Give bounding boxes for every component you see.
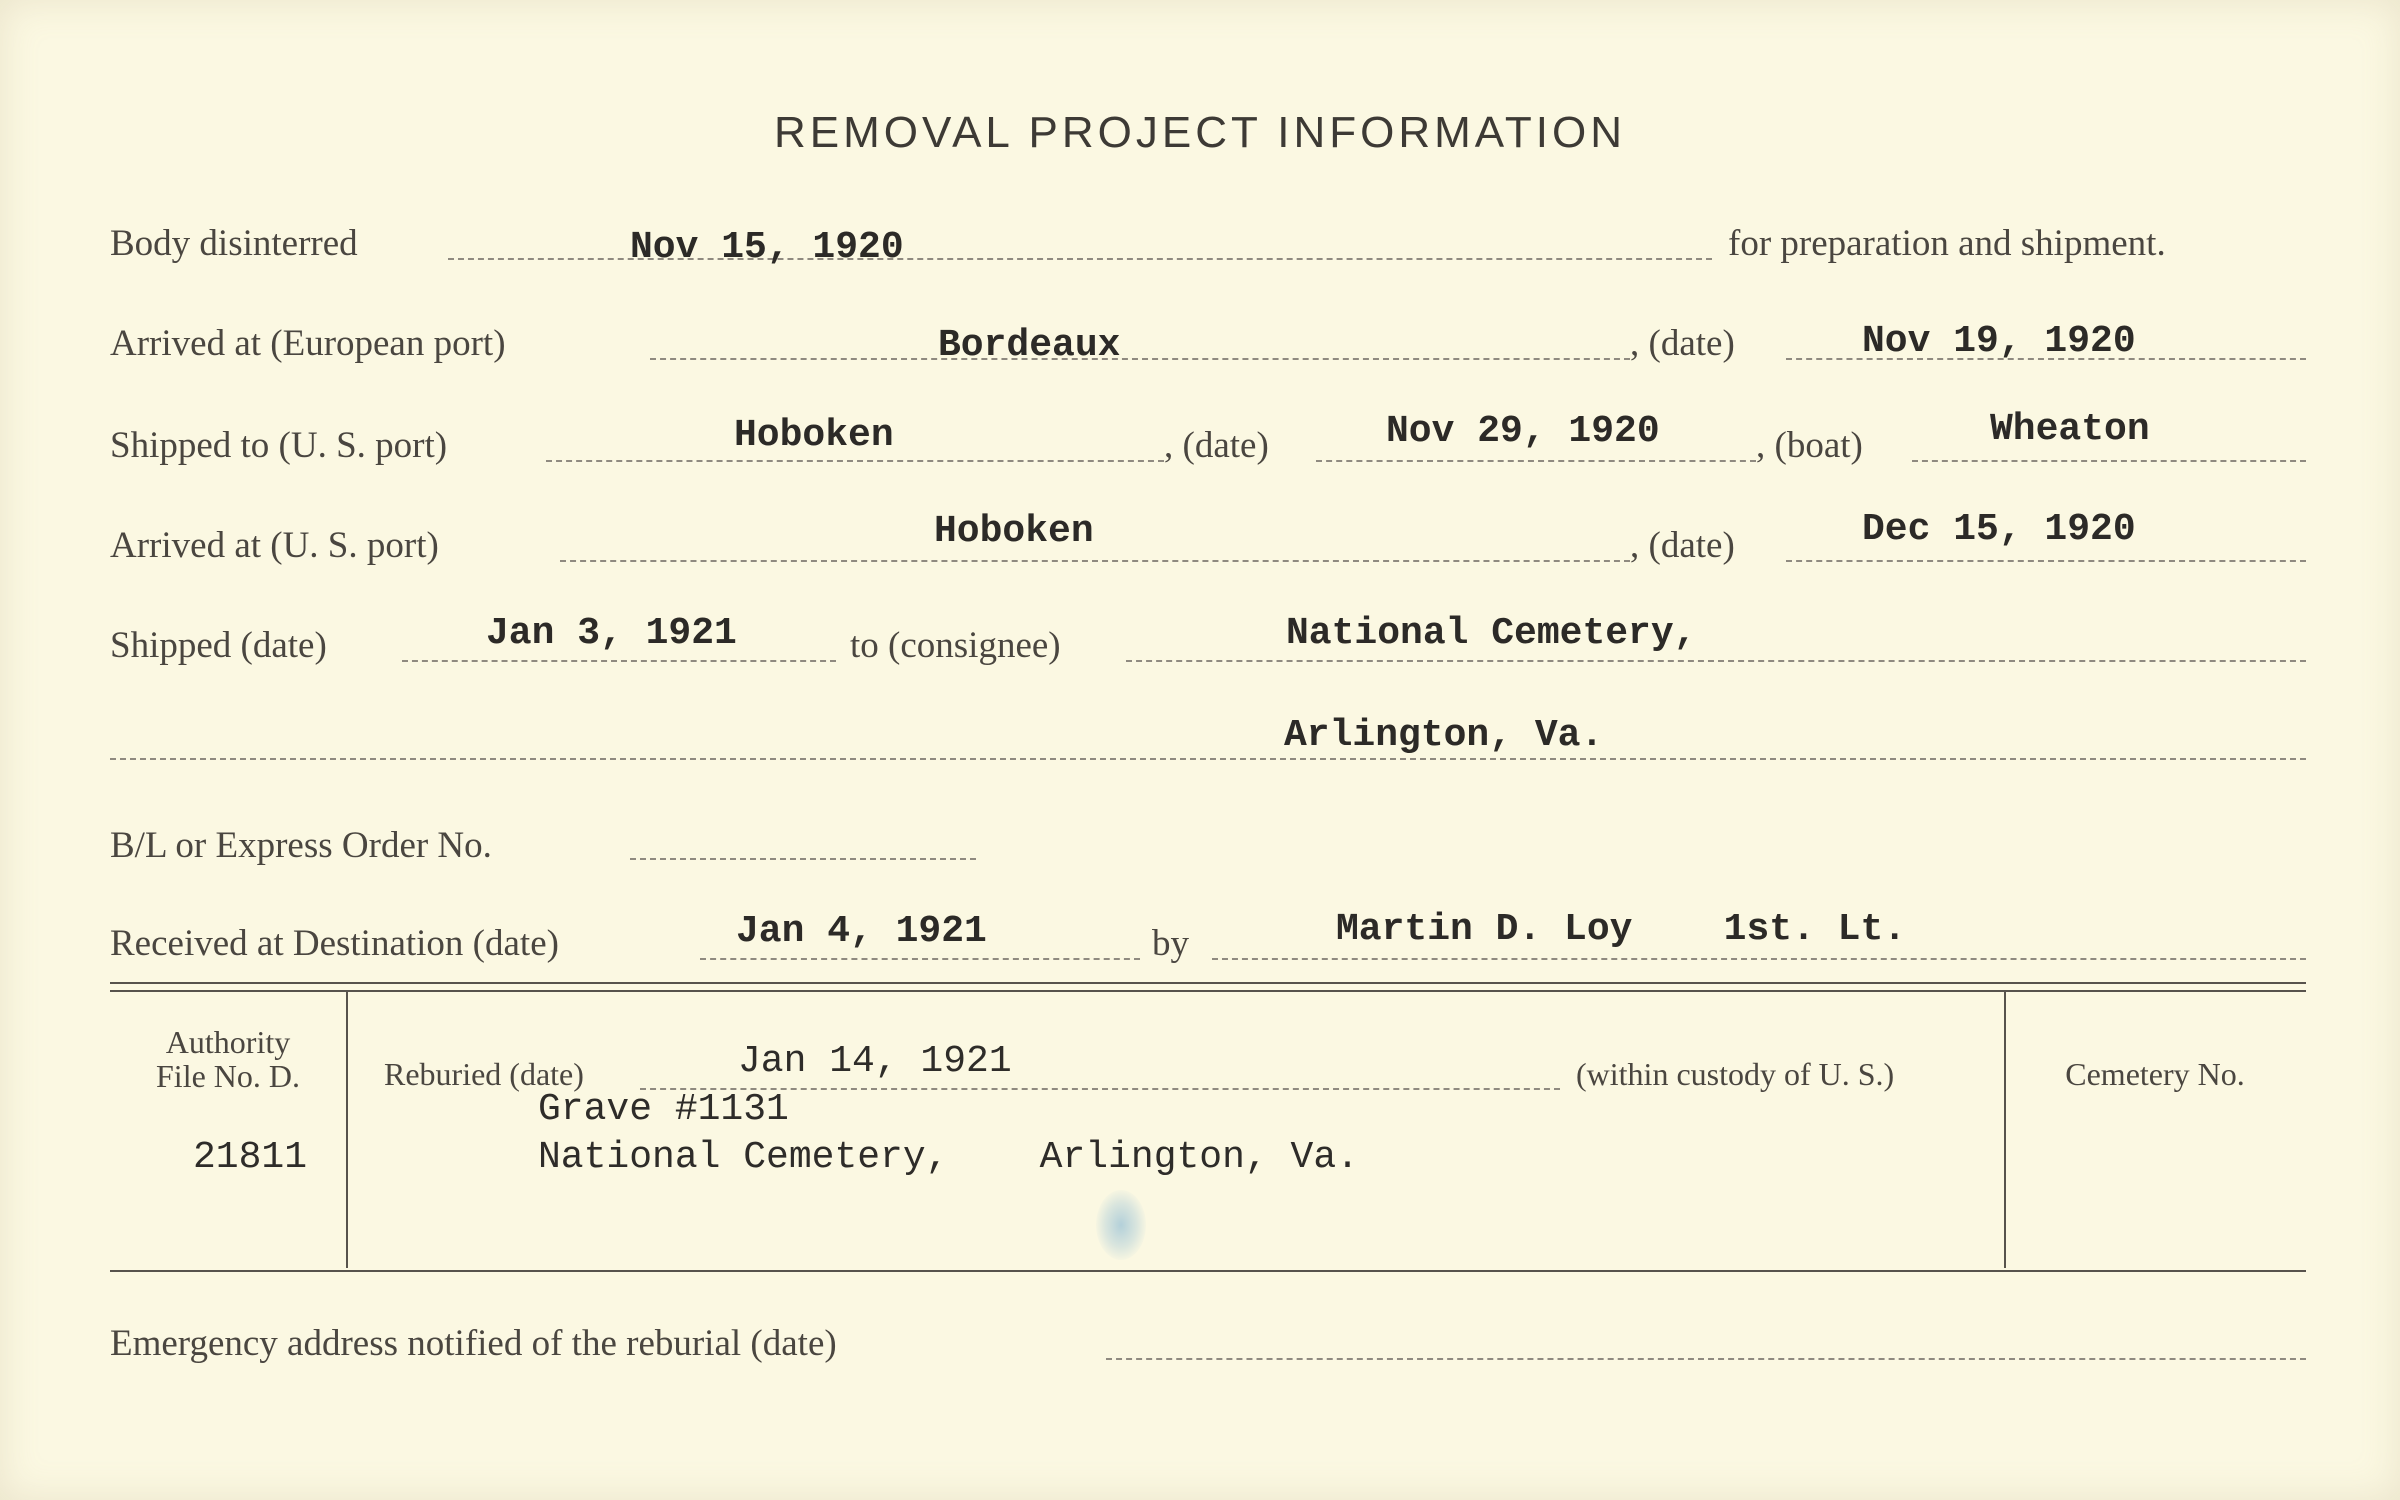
european-port-line <box>650 358 1630 360</box>
reburied-label: Reburied (date) <box>384 1056 584 1092</box>
us-port-arrived-label: Arrived at (U. S. port) <box>110 525 439 566</box>
us-port-shipped-line <box>546 460 1164 462</box>
us-port-shipped-value: Hoboken <box>734 414 894 457</box>
us-shipped-date-line <box>1316 460 1756 462</box>
authority-label-line-1: Authority <box>165 1024 291 1060</box>
card-title: REMOVAL PROJECT INFORMATION <box>774 108 1626 157</box>
authority-file-value: 21811 <box>192 1136 308 1179</box>
consignee-value-line-2: Arlington, Va. <box>1284 714 1604 757</box>
us-shipped-date-label: , (date) <box>1164 425 1269 466</box>
us-arrived-date-line <box>1786 560 2306 562</box>
box-top-rule-1 <box>110 982 2306 984</box>
body-disinterred-value: Nov 15, 1920 <box>630 226 904 269</box>
shipped-date-value: Jan 3, 1921 <box>486 612 737 655</box>
us-shipped-date-value: Nov 29, 1920 <box>1386 410 1660 453</box>
us-port-shipped-label: Shipped to (U. S. port) <box>110 425 448 466</box>
consignee-label: to (consignee) <box>850 625 1061 666</box>
custody-label: (within custody of U. S.) <box>1576 1056 1895 1092</box>
ink-stain <box>1096 1190 1146 1260</box>
authority-label-line-2: File No. D. <box>156 1058 300 1094</box>
consignee-line <box>1126 660 2306 662</box>
shipped-date-line <box>402 660 836 662</box>
received-destination-label: Received at Destination (date) <box>110 923 559 964</box>
box-top-rule-2 <box>110 990 2306 992</box>
european-date-label: , (date) <box>1630 323 1735 364</box>
emergency-notified-line <box>1106 1358 2306 1360</box>
us-arrived-date-value: Dec 15, 1920 <box>1862 508 2136 551</box>
consignee-continuation-line <box>110 758 2306 760</box>
consignee-value-line-1: National Cemetery, <box>1286 612 1697 655</box>
european-port-value: Bordeaux <box>938 324 1121 367</box>
preparation-shipment-label: for preparation and shipment. <box>1728 223 2166 264</box>
us-port-arrived-line <box>560 560 1630 562</box>
box-bottom-rule <box>110 1270 2306 1272</box>
bl-order-line <box>630 858 976 860</box>
us-port-arrived-value: Hoboken <box>934 510 1094 553</box>
received-destination-value: Jan 4, 1921 <box>736 910 987 953</box>
european-port-label: Arrived at (European port) <box>110 323 506 364</box>
grave-value: Grave #1131 <box>538 1088 789 1131</box>
body-disinterred-label: Body disinterred <box>110 223 358 264</box>
cemetery-no-label: Cemetery No. <box>2065 1056 2245 1092</box>
boat-line <box>1912 460 2306 462</box>
us-arrived-date-label: , (date) <box>1630 525 1735 566</box>
received-by-value: Martin D. Loy 1st. Lt. <box>1336 908 1907 951</box>
box-divider-left <box>346 992 348 1268</box>
received-by-label: by <box>1152 923 1189 964</box>
reburial-location-value: National Cemetery, Arlington, Va. <box>538 1136 1359 1179</box>
shipped-date-label: Shipped (date) <box>110 625 327 666</box>
received-by-line <box>1212 958 2306 960</box>
boat-label: , (boat) <box>1756 425 1863 466</box>
boat-value: Wheaton <box>1990 408 2150 451</box>
reburied-date-value: Jan 14, 1921 <box>738 1040 1012 1083</box>
emergency-notified-label: Emergency address notified of the reburial (date) <box>110 1323 837 1364</box>
european-date-value: Nov 19, 1920 <box>1862 320 2136 363</box>
bl-order-label: B/L or Express Order No. <box>110 825 492 866</box>
received-destination-line <box>700 958 1140 960</box>
box-divider-right <box>2004 992 2006 1268</box>
